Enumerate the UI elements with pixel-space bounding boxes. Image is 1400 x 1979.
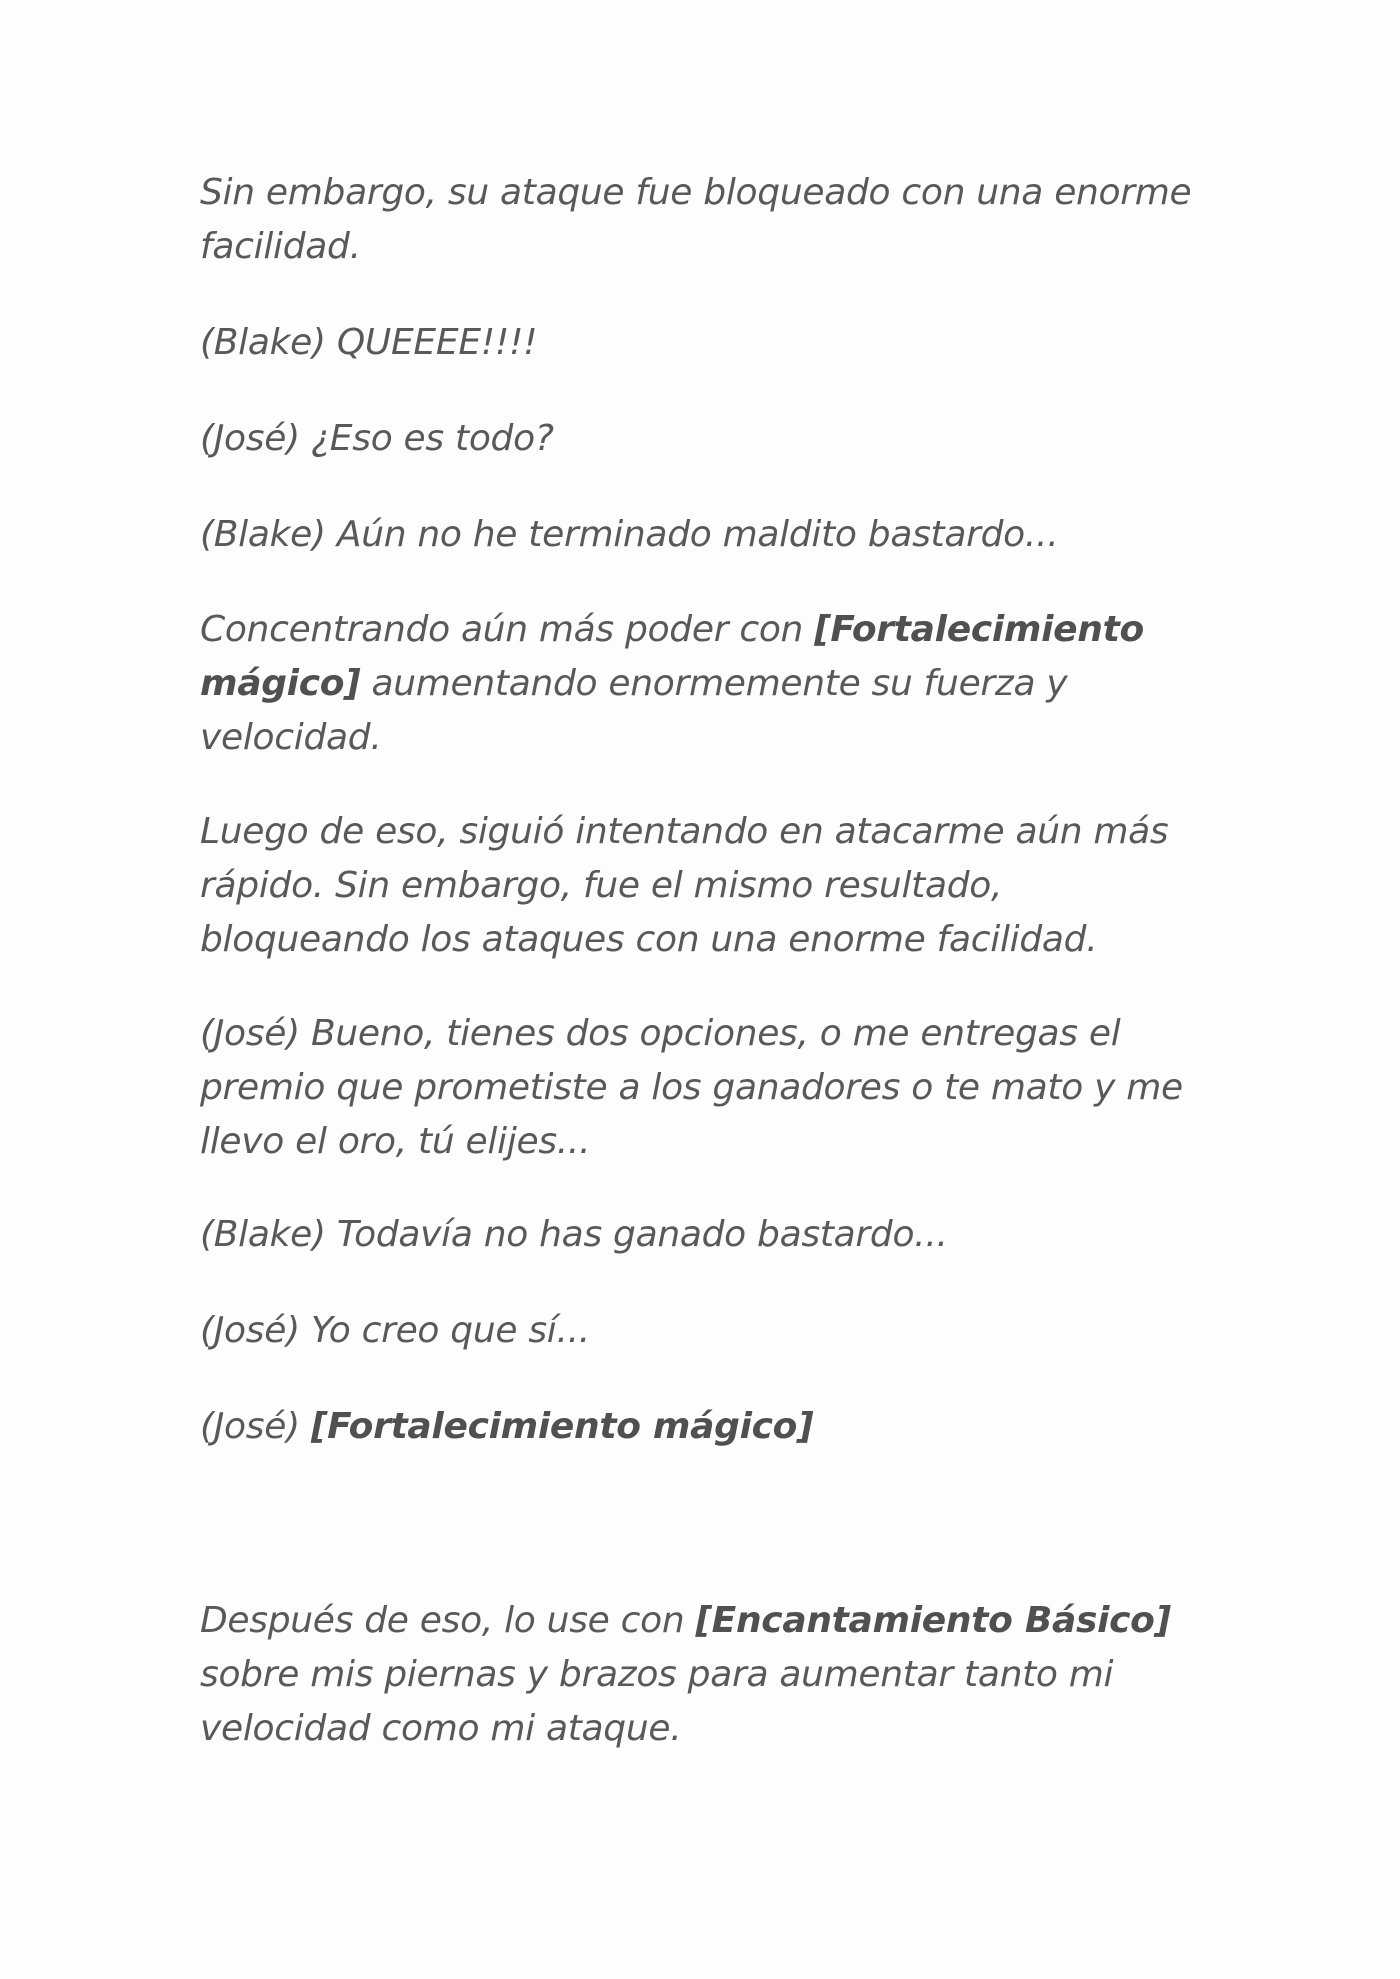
paragraph-text: (Blake) QUEEEE!!!! (200, 322, 538, 363)
paragraph-text: (José) Bueno, tienes dos opciones, o me entregas el premio que prometiste a los ganadores o te mato y me llevo el oro, tú elijes... (200, 1013, 1183, 1162)
paragraph-9 (200, 1304, 1200, 1358)
paragraph-text: aumentando enormemente su fuerza y velocidad. (200, 663, 1068, 758)
paragraph-7 (200, 1007, 1200, 1169)
spell-name: [Encantamiento Básico] (695, 1600, 1171, 1641)
paragraph-3 (200, 412, 1200, 466)
paragraph-text: sobre mis piernas y brazos para aumentar tanto mi velocidad como mi ataque. (200, 1654, 1114, 1749)
paragraph-10 (200, 1400, 1200, 1454)
paragraph-text: Concentrando aún más poder con (200, 609, 815, 650)
paragraph-1 (200, 166, 1200, 274)
paragraph-text: (José) ¿Eso es todo? (200, 418, 554, 459)
spell-name: [Fortalecimiento mágico] (200, 609, 1144, 704)
paragraph-text: Sin embargo, su ataque fue bloqueado con una enorme facilidad. (200, 172, 1192, 267)
paragraph-text: (José) (200, 1406, 311, 1447)
paragraph-text: Luego de eso, siguió intentando en atacarme aún más rápido. Sin embargo, fue el mismo resultado, bloqueando los ataques con una enorme facilidad. (200, 811, 1169, 960)
paragraph-text: (Blake) Todavía no has ganado bastardo... (200, 1214, 948, 1255)
spell-name: [Fortalecimiento mágico] (310, 1406, 814, 1447)
paragraph-text: (Blake) Aún no he terminado maldito bastardo... (200, 514, 1059, 555)
paragraph-text: Después de eso, lo use con (200, 1600, 696, 1641)
paragraph-text: (José) Yo creo que sí... (200, 1310, 590, 1351)
paragraph-2 (200, 316, 1200, 370)
paragraph-6 (200, 805, 1200, 967)
paragraph-11 (200, 1594, 1200, 1756)
paragraph-5 (200, 603, 1200, 765)
paragraph-4 (200, 508, 1200, 562)
paragraph-8 (200, 1208, 1200, 1262)
